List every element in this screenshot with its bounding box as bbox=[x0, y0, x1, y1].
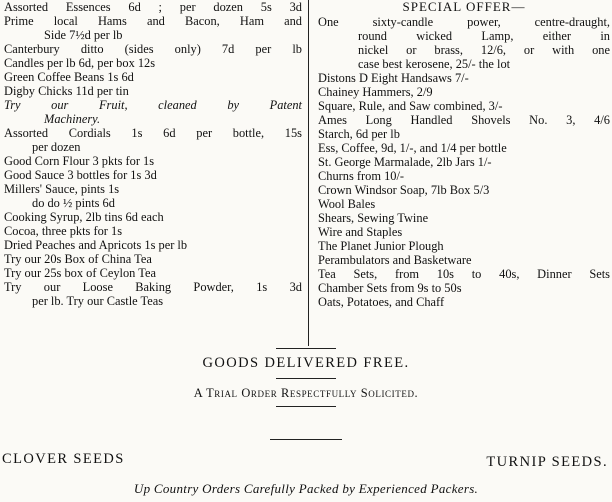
price-list-entry: Canterbury ditto (sides only) 7d per lb bbox=[4, 42, 302, 56]
price-list-entry: Assorted Cordials 1s 6d per bottle, 15s bbox=[4, 126, 302, 140]
price-list-entry: Chainey Hammers, 2/9 bbox=[318, 85, 433, 99]
price-list-entry: Try our 25s box of Ceylon Tea bbox=[4, 266, 156, 280]
price-list-entry: per lb. Try our Castle Teas bbox=[32, 294, 164, 308]
price-list-entry: St. George Marmalade, 2lb Jars 1/- bbox=[318, 155, 492, 169]
clover-seeds-label: CLOVER SEEDS bbox=[2, 451, 125, 467]
trial-order-notice: A Trial Order Respectfully Solicited. bbox=[193, 386, 419, 400]
price-list-entry: Ess, Coffee, 9d, 1/-, and 1/4 per bottle bbox=[318, 141, 507, 155]
price-list-entry: Square, Rule, and Saw combined, 3/- bbox=[318, 99, 503, 113]
price-list-entry: Assorted Essences 6d ; per dozen 5s 3d bbox=[4, 0, 302, 14]
price-list-entry: Millers' Sauce, pints 1s bbox=[4, 182, 120, 196]
price-list-entry: Try our 20s Box of China Tea bbox=[4, 252, 152, 266]
price-list-entry: Oats, Potatoes, and Chaff bbox=[318, 295, 445, 309]
price-list-entry: Starch, 6d per lb bbox=[318, 127, 400, 141]
price-list-entry: per dozen bbox=[32, 140, 81, 154]
divider-rule bbox=[270, 439, 342, 440]
price-list-entry: Perambulators and Basketware bbox=[318, 253, 472, 267]
price-list-entry: Cooking Syrup, 2lb tins 6d each bbox=[4, 210, 164, 224]
price-list-entry: Good Corn Flour 3 pkts for 1s bbox=[4, 154, 155, 168]
right-column-special-offer bbox=[318, 0, 610, 309]
price-list-entry: Machinery. bbox=[44, 112, 101, 126]
price-list-entry: Wire and Staples bbox=[318, 225, 403, 239]
price-list-entry: Shears, Sewing Twine bbox=[318, 211, 429, 225]
price-list-entry: do do ½ pints 6d bbox=[32, 196, 115, 210]
price-list-entry: Churns from 10/- bbox=[318, 169, 405, 183]
price-list-entry: Chamber Sets from 9s to 50s bbox=[318, 281, 462, 295]
price-list-entry: Try our Loose Baking Powder, 1s 3d bbox=[4, 280, 302, 294]
special-offer-heading: SPECIAL OFFER— bbox=[402, 0, 526, 14]
price-list-entry: round wicked Lamp, either in bbox=[358, 29, 610, 43]
price-list-entry: Prime local Hams and Bacon, Ham and bbox=[4, 14, 302, 28]
price-list-entry: nickel or brass, 12/6, or with one bbox=[358, 43, 610, 57]
divider-rule bbox=[276, 406, 336, 407]
price-list-entry: Crown Windsor Soap, 7lb Box 5/3 bbox=[318, 183, 490, 197]
price-list-entry: One sixty-candle power, centre-draught, bbox=[318, 15, 610, 29]
price-list-entry: case best kerosene, 25/- the lot bbox=[358, 57, 511, 71]
price-list-entry: Green Coffee Beans 1s 6d bbox=[4, 70, 134, 84]
price-list-entry: Good Sauce 3 bottles for 1s 3d bbox=[4, 168, 157, 182]
divider-rule bbox=[276, 378, 336, 379]
price-list-entry: Cocoa, three pkts for 1s bbox=[4, 224, 123, 238]
price-list-entry: Tea Sets, from 10s to 40s, Dinner Sets bbox=[318, 267, 610, 281]
special-offer-list bbox=[318, 15, 610, 309]
price-list-entry: Distons D Eight Handsaws 7/- bbox=[318, 71, 469, 85]
goods-delivered-notice: GOODS DELIVERED FREE. bbox=[202, 355, 410, 371]
price-list-entry: Dried Peaches and Apricots 1s per lb bbox=[4, 238, 188, 252]
price-list-entry: Candles per lb 6d, per box 12s bbox=[4, 56, 156, 70]
price-list-entry: Digby Chicks 11d per tin bbox=[4, 84, 129, 98]
price-list-entry: Wool Bales bbox=[318, 197, 376, 211]
left-column-price-list bbox=[4, 0, 302, 308]
turnip-seeds-label: TURNIP SEEDS. bbox=[486, 454, 608, 470]
price-list-entry: Side 7½d per lb bbox=[44, 28, 123, 42]
price-list-entry: The Planet Junior Plough bbox=[318, 239, 444, 253]
price-list-entry: Try our Fruit, cleaned by Patent bbox=[4, 98, 302, 112]
column-divider bbox=[308, 0, 309, 346]
footer-slogan: Up Country Orders Carefully Packed by Experienced Packers. bbox=[133, 481, 479, 496]
divider-rule bbox=[276, 348, 336, 349]
price-list-entry: Ames Long Handled Shovels No. 3, 4/6 bbox=[318, 113, 610, 127]
